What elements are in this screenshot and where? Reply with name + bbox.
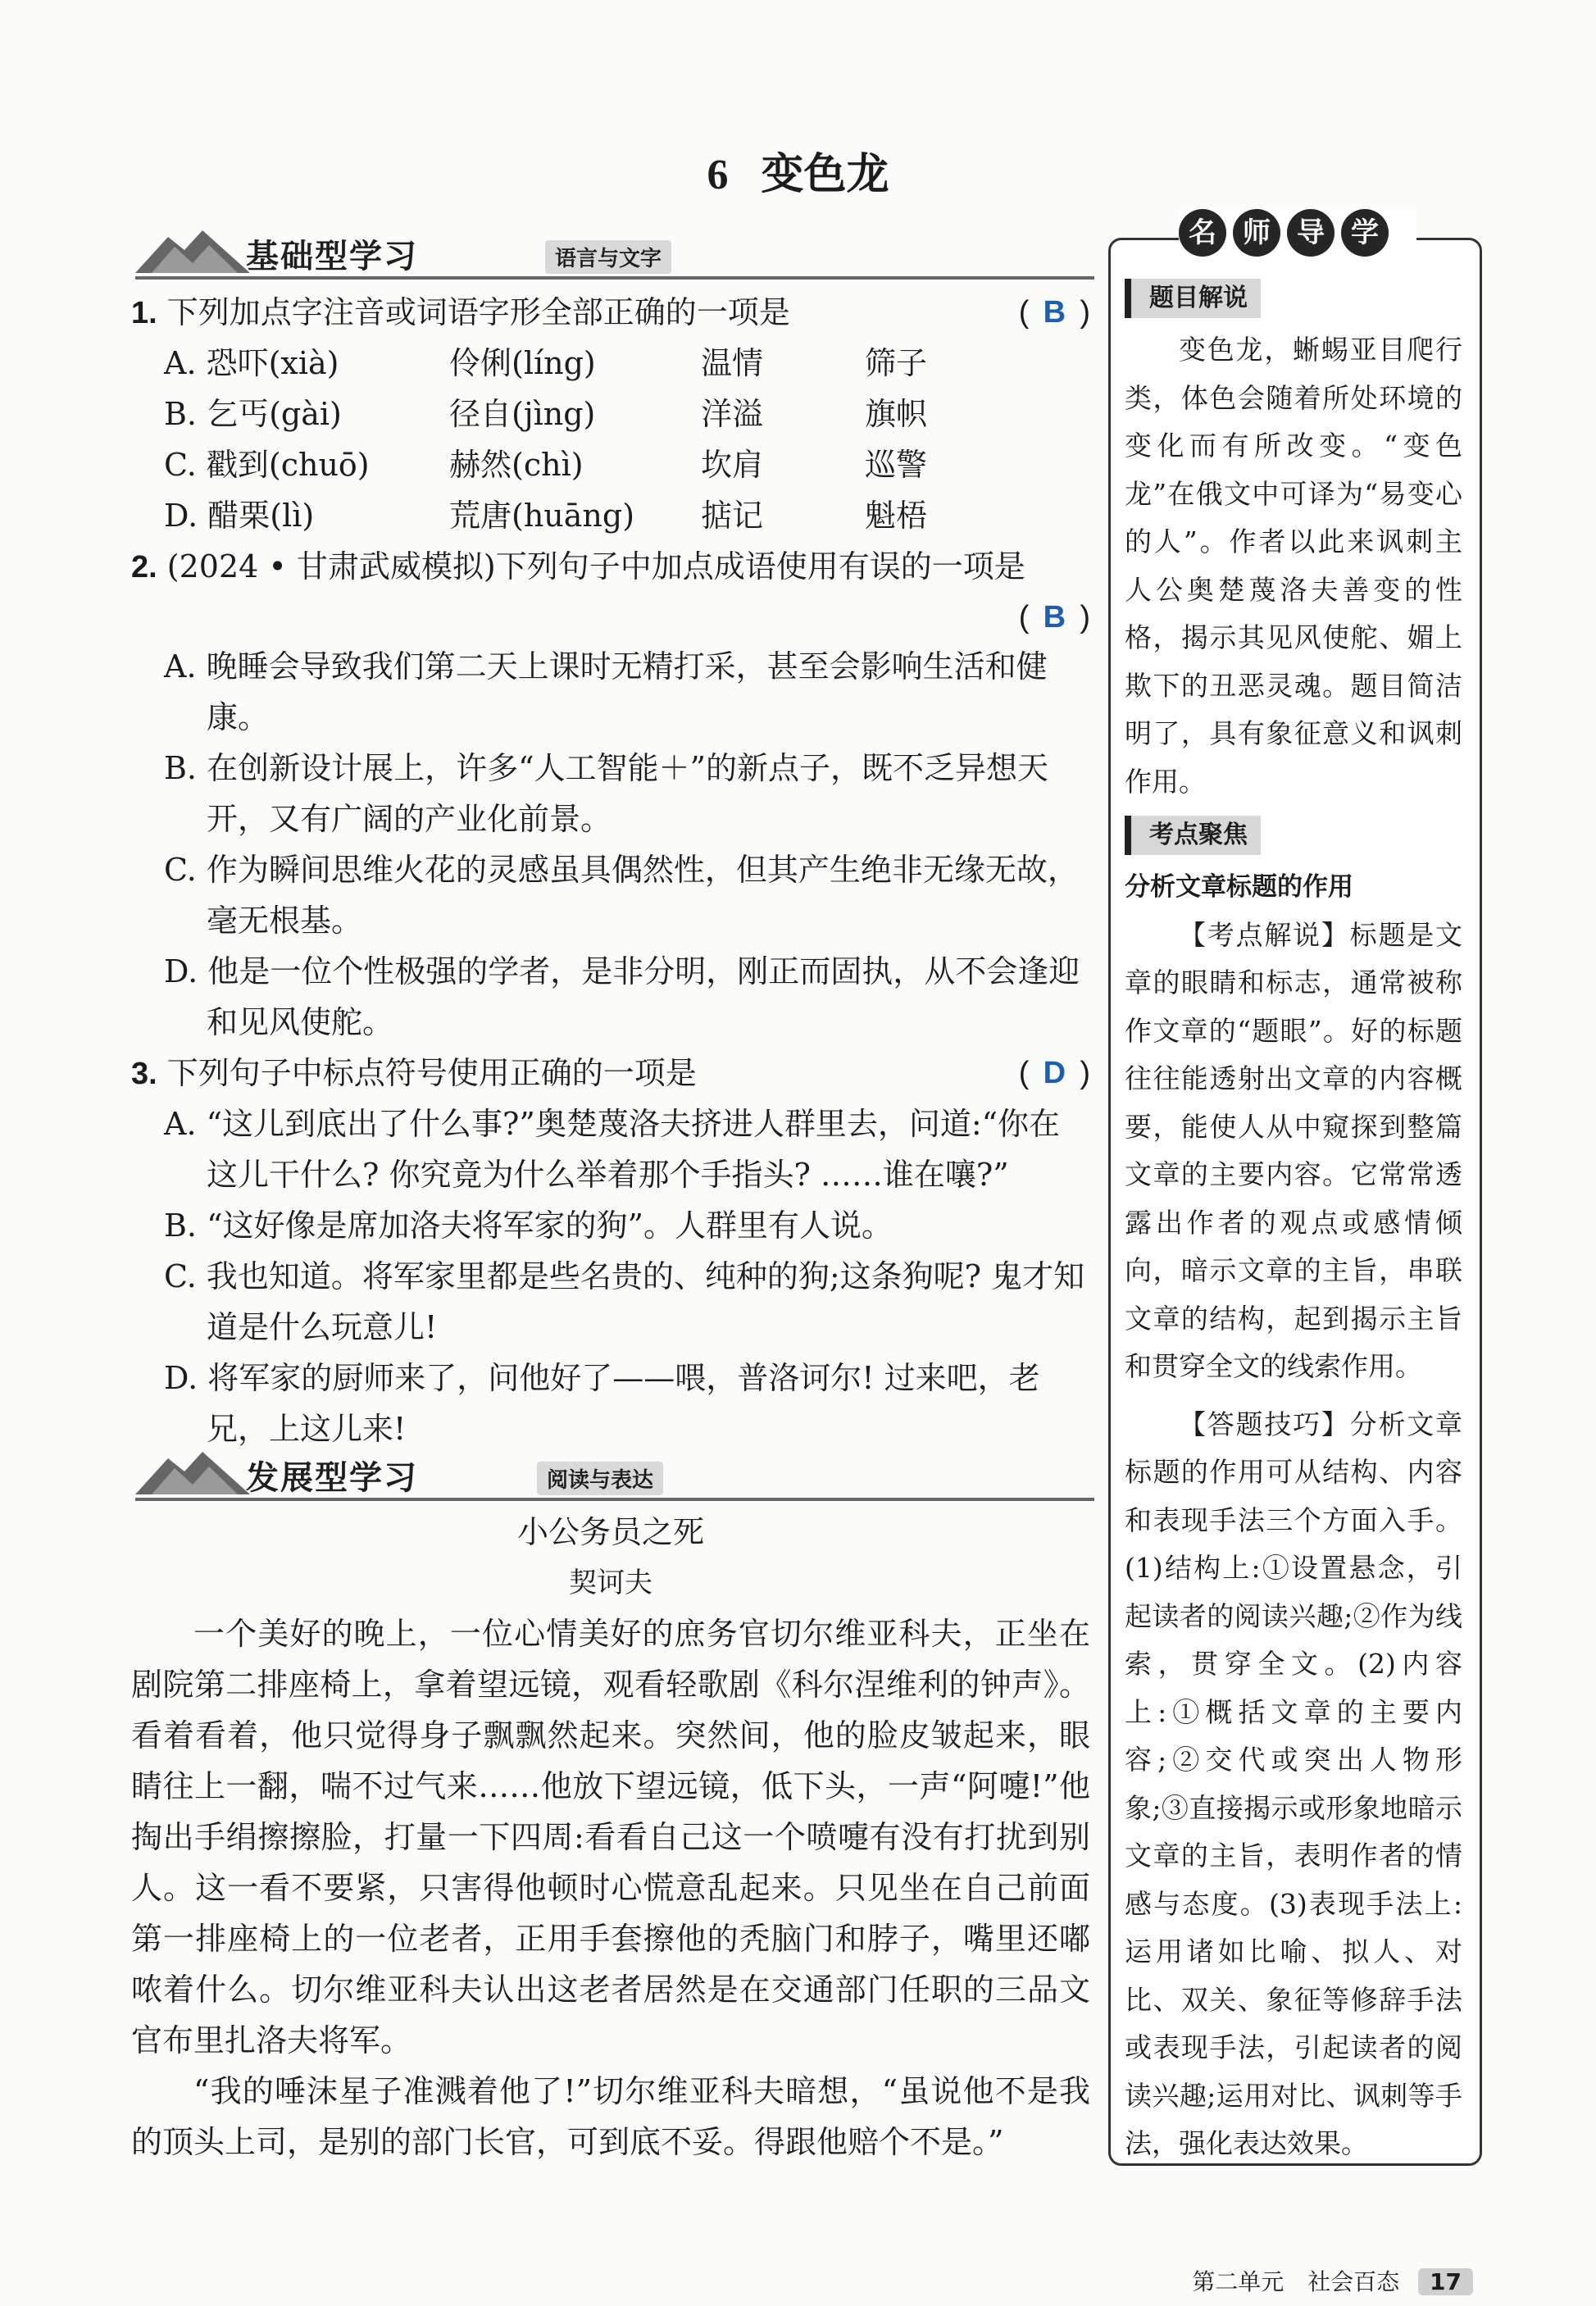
option-row: [164, 490, 1090, 541]
options: [164, 641, 1090, 1048]
option-b: B. 在创新设计展上，许多“人工智能＋”的新点子，既不乏异想天开，又有广阔的产业化前景。: [164, 750, 1048, 837]
answer-box: ( B ): [1019, 287, 1090, 338]
question-number: 1.: [131, 296, 157, 330]
section-subheading: 语言与文字: [545, 240, 671, 274]
section-subheading: 阅读与表达: [537, 1462, 663, 1495]
mountain-icon: [135, 225, 250, 275]
sidebar-tag: 考点聚焦: [1125, 816, 1261, 855]
answer: B: [1043, 600, 1066, 634]
option-d: D. 他是一位个性极强的学者，是非分明，刚正而固执，从不会逢迎和见风使舵。: [164, 953, 1080, 1040]
option-cell: 掂记: [701, 498, 764, 534]
sidebar-title: [1179, 209, 1416, 266]
option-row: [164, 338, 1090, 389]
question-3: [131, 1048, 1090, 1099]
option-cell: A. 恐吓(xià): [164, 345, 339, 381]
option-cell: 巡警: [865, 447, 928, 483]
title-badge: 导: [1287, 209, 1335, 257]
story-body: [131, 1608, 1090, 2167]
option-a: A. 晚睡会导致我们第二天上课时无精打采，甚至会影响生活和健康。: [164, 648, 1048, 735]
sidebar-paragraph: 【考点解说】标题是文章的眼睛和标志，通常被称作文章的“题眼”。好的标题往往能透射出文章的内容概要，能使人从中窥探到整篇文章的主要内容。它常常透露出作者的观点或感情倾向，暗示文章的主旨，串联文章的结构，起到揭示主旨和贯穿全文的线索作用。: [1125, 918, 1462, 1382]
question-text: (2024 • 甘肃武威模拟)下列句子中加点成语使用有误的一项是: [166, 548, 1025, 584]
question-text: 下列加点字注音或词语字形全部正确的一项是: [166, 294, 790, 330]
title-badge: 学: [1341, 209, 1389, 257]
sidebar-tag: 题目解说: [1125, 279, 1261, 318]
page-number: 17: [1418, 2268, 1473, 2295]
question-number: 2.: [131, 550, 157, 584]
sidebar-subheading: 分析文章标题的作用: [1125, 872, 1353, 902]
option-cell: 魁梧: [865, 498, 928, 534]
mountain-icon: [135, 1447, 250, 1496]
answer-box: ( B ): [918, 592, 1090, 643]
question-2: [131, 541, 1090, 593]
option-d: D. 将军家的厨师来了，问他好了——喂，普洛诃尔! 过来吧，老兄，上这儿来!: [164, 1360, 1040, 1447]
question-1: [131, 287, 1090, 339]
option-cell: 温情: [701, 345, 764, 381]
option-cell: 旗帜: [865, 396, 928, 432]
story-title: 小公务员之死: [516, 1514, 704, 1550]
sidebar-paragraph: 【答题技巧】分析文章标题的作用可从结构、内容和表现手法三个方面入手。(1)结构上:①设置悬念，引起读者的阅读兴趣;②作为线索，贯穿全文。(2)内容上:①概括文章的主要内容;②交代或突出人物形象;③直接揭示或形象地暗示文章的主旨，表明作者的情感与态度。(3)表现手法上:运用诸如比喻、拟人、对比、双关、象征等修辞手法或表现手法，引起读者的阅读兴趣;运用对比、讽刺等手法，强化表达效果。: [1125, 1408, 1462, 2159]
footer-theme: 社会百态: [1307, 2268, 1400, 2295]
option-a: A. “这儿到底出了什么事?”奥楚蔑洛夫挤进人群里去，问道:“你在这儿干什么? 你究竟为什么举着那个手指头? ……谁在嚷?”: [164, 1106, 1061, 1193]
lesson-number: 6: [707, 152, 729, 198]
question-text: 下列句子中标点符号使用正确的一项是: [166, 1055, 697, 1091]
option-cell: 径自(jìng): [449, 396, 596, 432]
option-b: B. “这好像是席加洛夫将军家的狗”。人群里有人说。: [164, 1208, 893, 1244]
section-heading: 发展型学习: [246, 1459, 418, 1497]
option-cell: D. 醋栗(lì): [164, 498, 315, 534]
option-cell: 赫然(chì): [449, 447, 584, 483]
option-cell: 伶俐(líng): [449, 345, 596, 381]
answer-box: ( D ): [1019, 1048, 1090, 1098]
option-c: C. 作为瞬间思维火花的灵感虽具偶然性，但其产生绝非无缘无故，毫无根基。: [164, 852, 1079, 939]
option-cell: 坎肩: [701, 447, 764, 483]
option-cell: 筛子: [865, 345, 928, 381]
option-cell: 荒唐(huāng): [449, 498, 635, 534]
section-rule: [135, 276, 1094, 280]
story-paragraph: 一个美好的晚上，一位心情美好的庶务官切尔维亚科夫，正坐在剧院第二排座椅上，拿着望远镜，观看轻歌剧《科尔涅维利的钟声》。看着看着，他只觉得身子飘飘然起来。突然间，他的脸皮皱起来，眼睛往上一翻，喘不过气来……他放下望远镜，低下头，一声“阿嚏!”他掏出手绢擦擦脸，打量一下四周:看看自己这一个喷嚏有没有打扰到别人。这一看不要紧，只害得他顿时心慌意乱起来。只见坐在自己前面第一排座椅上的一位老者，正用手套擦他的秃脑门和脖子，嘴里还嘟哝着什么。切尔维亚科夫认出这老者居然是在交通部门任职的三品文官布里扎洛夫将军。: [131, 1616, 1090, 2058]
section-banner-basic: [135, 225, 1094, 283]
section-heading: 基础型学习: [246, 238, 418, 275]
footer-unit: 第二单元: [1192, 2268, 1285, 2295]
page-title: [0, 139, 1596, 201]
story-paragraph: “我的唾沫星子准溅着他了!”切尔维亚科夫暗想，“虽说他不是我的顶头上司，是别的部门长官，可到底不妥。得跟他赔个不是。”: [131, 2073, 1090, 2160]
option-row: [164, 389, 1090, 439]
option-cell: C. 戳到(chuō): [164, 447, 370, 483]
title-badge: 师: [1233, 209, 1280, 257]
option-c: C. 我也知道。将军家里都是些名贵的、纯种的狗;这条狗呢? 鬼才知道是什么玩意儿!: [164, 1258, 1085, 1345]
story-author: 契诃夫: [569, 1567, 652, 1599]
sidebar-paragraph: 变色龙，蜥蜴亚目爬行类，体色会随着所处环境的变化而有所改变。“变色龙”在俄文中可译为“易变心的人”。作者以此来讽刺主人公奥楚蔑洛夫善变的性格，揭示其见风使舵、媚上欺下的丑恶灵魂。题目简洁明了，具有象征意义和讽刺作用。: [1125, 334, 1462, 798]
section-rule: [135, 1498, 1094, 1501]
lesson-title: 变色龙: [761, 149, 889, 199]
question-number: 3.: [131, 1057, 157, 1091]
option-row: [164, 439, 1090, 490]
options: [164, 1098, 1090, 1454]
sidebar-content: [1125, 279, 1462, 2168]
section-banner-development: [135, 1447, 1094, 1504]
title-badge: 名: [1179, 209, 1226, 257]
page-footer: [1192, 2264, 1473, 2297]
option-cell: 洋溢: [701, 396, 764, 432]
answer: B: [1043, 295, 1066, 330]
answer: D: [1043, 1056, 1066, 1090]
option-cell: B. 乞丐(gài): [164, 396, 342, 432]
